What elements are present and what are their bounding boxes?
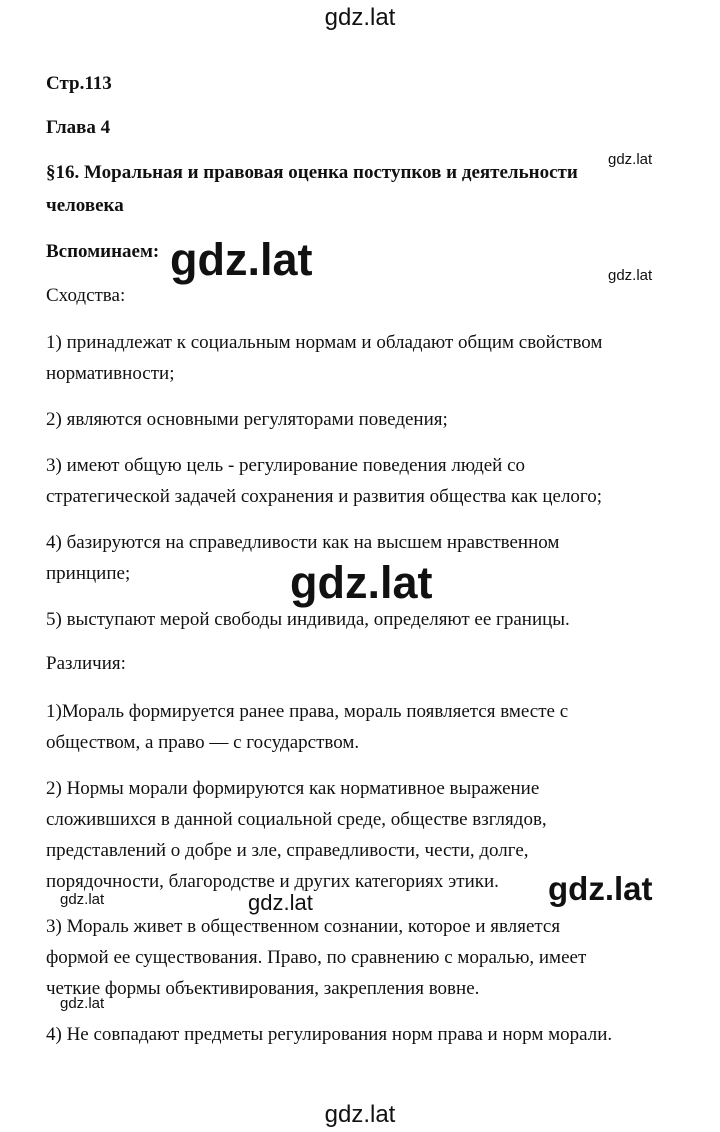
watermark-small-1: gdz.lat — [608, 151, 653, 168]
similarity-1-line-2: нормативности; — [46, 363, 175, 384]
watermark-mid: gdz.lat — [248, 890, 313, 915]
watermark-small-3: gdz.lat — [60, 891, 105, 908]
watermark-big-2: gdz.lat — [290, 557, 433, 608]
similarity-4-line-2: принципе; — [46, 563, 131, 584]
differences-label: Различия: — [46, 653, 126, 674]
recall-heading: Вспоминаем: — [46, 241, 160, 262]
difference-4-line-1: 4) Не совпадают предметы регулирования норм права и норм морали. — [46, 1024, 613, 1045]
similarity-3-line-2: стратегической задачей сохранения и развития общества как целого; — [46, 486, 603, 507]
similarity-3-line-1: 3) имеют общую цель - регулирование поведения людей со — [46, 455, 526, 476]
difference-2-line-1: 2) Нормы морали формируются как нормативное выражение — [46, 778, 540, 799]
section-title-line-1: §16. Моральная и правовая оценка поступков и деятельности — [46, 162, 578, 183]
similarity-1-line-1: 1) принадлежат к социальным нормам и обладают общим свойством — [46, 332, 603, 353]
difference-1-line-2: обществом, а право — с государством. — [46, 732, 360, 753]
chapter-heading: Глава 4 — [46, 117, 111, 138]
difference-2-line-2: сложившихся в данной социальной среде, обществе взглядов, — [46, 809, 547, 830]
similarities-label: Сходства: — [46, 285, 126, 306]
watermark-big-3: gdz.lat — [548, 870, 653, 907]
difference-1-line-1: 1)Мораль формируется ранее права, мораль появляется вместе с — [46, 701, 569, 722]
similarity-5-line-1: 5) выступают мерой свободы индивида, определяют ее границы. — [46, 609, 570, 630]
difference-3-line-3: четкие формы объективирования, закрепления вовне. — [46, 978, 480, 999]
watermark-small-4: gdz.lat — [60, 995, 105, 1012]
difference-3-line-2: формой ее существования. Право, по сравнению с моралью, имеет — [46, 947, 587, 968]
watermark-small-2: gdz.lat — [608, 267, 653, 284]
similarity-4-line-1: 4) базируются на справедливости как на высшем нравственном — [46, 532, 560, 553]
page-label: Стр.113 — [46, 73, 112, 94]
watermark-big-1: gdz.lat — [170, 234, 313, 285]
difference-2-line-4: порядочности, благородстве и других категориях этики. — [46, 871, 499, 892]
watermark-top: gdz.lat — [324, 4, 396, 31]
difference-3-line-1: 3) Мораль живет в общественном сознании, которое и является — [46, 916, 561, 937]
section-title-line-2: человека — [46, 195, 124, 216]
similarity-2-line-1: 2) являются основными регуляторами поведения; — [46, 409, 448, 430]
watermark-bottom: gdz.lat — [324, 1101, 396, 1128]
difference-2-line-3: представлений о добре и зле, справедливости, чести, долге, — [46, 840, 529, 861]
